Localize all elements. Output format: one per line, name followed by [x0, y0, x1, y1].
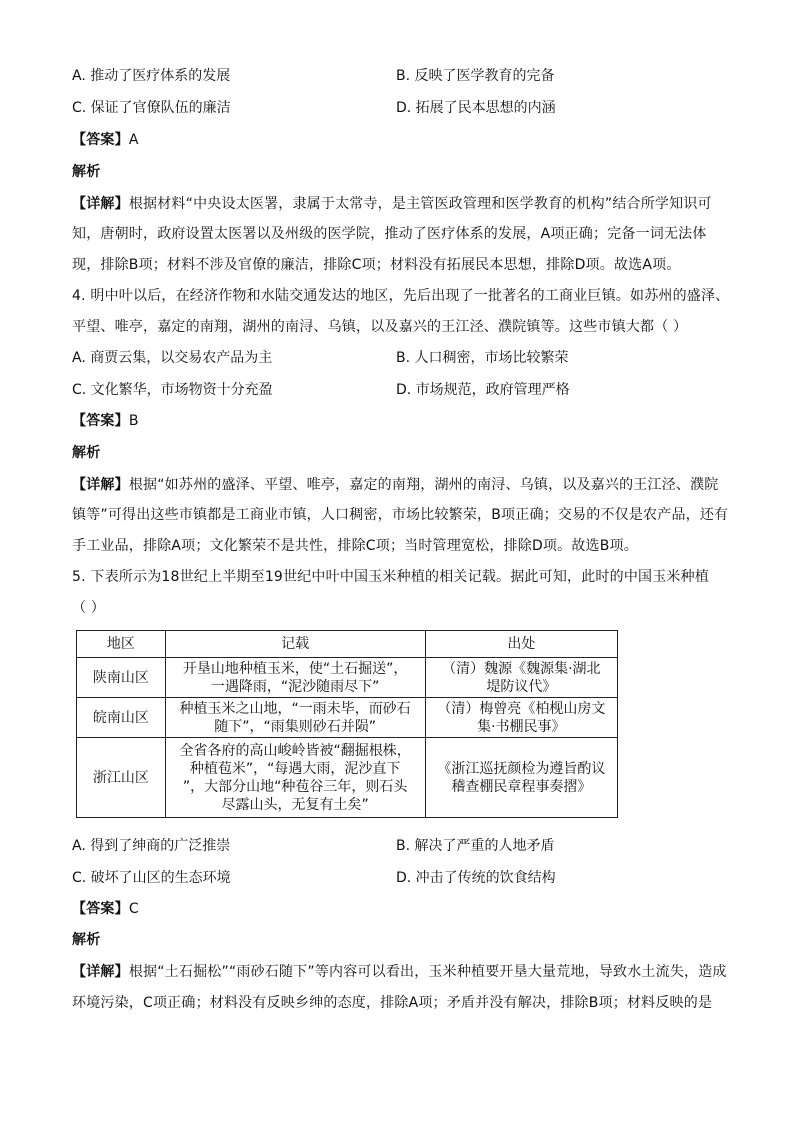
- record-line: 随下”，“雨集则砂石并陨”: [214, 718, 377, 735]
- record-line: 一遇降雨，“泥沙随雨尽下”: [210, 678, 380, 695]
- source-line: 集·书棚民事》: [477, 718, 566, 735]
- source-line: 稽查棚民章程事奏摺》: [451, 778, 592, 795]
- table-cell-region: 陕南山区: [77, 658, 166, 698]
- detail-text: 根据“土石掘松”“雨砂石随下”等内容可以看出，玉米种植要开垦大量荒地，导致水土流失，造成: [128, 964, 727, 980]
- table-cell-source: [425, 738, 617, 818]
- q4-option-c: C. 文化繁华，市场物资十分充盈: [72, 382, 273, 398]
- table-cell-region: 浙江山区: [77, 738, 166, 818]
- record-line: 开垦山地种植玉米，使“土石掘送”，: [182, 660, 408, 677]
- table-cell-region: 皖南山区: [77, 698, 166, 738]
- record-line: 种植苞米”，“每遇大雨，泥沙直下: [189, 760, 401, 777]
- answer-label: 【答案】: [72, 413, 129, 429]
- answer-label: 【答案】: [72, 132, 129, 148]
- q5-analysis-heading: 解析: [72, 932, 101, 948]
- q4-stem-line-2: 平望、唯亭，嘉定的南翔，湖州的南浔、乌镇，以及嘉兴的王江泾、濮院镇等。这些市镇大都（ ）: [72, 319, 688, 335]
- q3-detail-line-1: [72, 194, 712, 214]
- q5-option-d: D. 冲击了传统的饮食结构: [396, 870, 556, 886]
- q5-detail-line-2: 环境污染，C项正确；材料没有反映乡绅的态度，排除A项；矛盾并没有解决，排除B项；材料反映的是: [72, 995, 713, 1011]
- table-header-record: 记载: [165, 631, 425, 658]
- q3-answer: [72, 130, 139, 150]
- q5-stem-line-1: 5. 下表所示为18世纪上半期至19世纪中叶中国玉米种植的相关记载。据此可知，此时的中国玉米种植: [72, 569, 710, 585]
- table-row: [77, 698, 618, 738]
- table-cell-record: [165, 738, 425, 818]
- q4-stem-line-1: 4. 明中叶以后，在经济作物和水陆交通发达的地区，先后出现了一批著名的工商业巨镇。如苏州的盛泽、: [72, 288, 730, 304]
- q4-option-d: D. 市场规范，政府管理严格: [396, 382, 570, 398]
- q5-option-b: B. 解决了严重的人地矛盾: [396, 838, 555, 854]
- q3-option-d: D. 拓展了民本思想的内涵: [396, 100, 556, 116]
- table-cell-source: [425, 658, 617, 698]
- record-line: 尽露山头，无复有土矣”: [221, 796, 369, 813]
- q4-detail-line-1: [72, 475, 718, 495]
- source-line: 《浙江巡抚颜检为遵旨酌议: [437, 760, 606, 777]
- q3-analysis-heading: 解析: [72, 164, 101, 180]
- q4-detail-line-3: 手工业品，排除A项；文化繁荣不是共性，排除C项；当时管理宽松，排除D项。故选B项。: [72, 538, 638, 554]
- q4-detail-line-2: 镇等”可得出这些市镇都是工商业市镇，人口稠密，市场比较繁荣，B项正确；交易的不仅是农产品，还有: [72, 507, 729, 523]
- detail-label: 【详解】: [72, 196, 129, 212]
- q5-stem-line-2: （ ）: [72, 600, 106, 616]
- record-line: ”，大部分山地“种苞谷三年，则石头: [182, 778, 408, 795]
- q4-option-b: B. 人口稠密，市场比较繁荣: [396, 350, 569, 366]
- table-header-source: 出处: [425, 631, 617, 658]
- q4-analysis-heading: 解析: [72, 445, 101, 461]
- detail-text: 根据材料“中央设太医署，隶属于太常寺，是主管医政管理和医学教育的机构”结合所学知识可: [128, 196, 712, 212]
- detail-text: 根据“如苏州的盛泽、平望、唯亭，嘉定的南翔，湖州的南浔、乌镇，以及嘉兴的王江泾、濮院: [128, 477, 719, 493]
- table-cell-record: [165, 698, 425, 738]
- detail-label: 【详解】: [72, 964, 129, 980]
- q5-answer: [72, 899, 139, 919]
- q3-option-a: A. 推动了医疗体系的发展: [72, 68, 231, 84]
- q3-detail-line-2: 知，唐朝时，政府设置太医署以及州级的医学院，推动了医疗体系的发展，A项正确；完备一词无法体: [72, 226, 707, 242]
- answer-label: 【答案】: [72, 901, 129, 917]
- q4-option-a: A. 商贾云集，以交易农产品为主: [72, 350, 273, 366]
- table-header-region: 地区: [77, 631, 166, 658]
- table-cell-record: [165, 658, 425, 698]
- table-cell-source: [425, 698, 617, 738]
- q3-option-b: B. 反映了医学教育的完备: [396, 68, 555, 84]
- q3-detail-line-3: 现，排除B项；材料不涉及官僚的廉洁，排除C项；材料没有拓展民本思想，排除D项。故选A项。: [72, 257, 681, 273]
- source-line: （清）魏源《魏源集·湖北: [442, 660, 601, 677]
- record-line: 种植玉米之山地，“一雨未毕，而砂石: [179, 700, 411, 717]
- answer-value: A: [128, 132, 139, 148]
- q3-option-c: C. 保证了官僚队伍的廉洁: [72, 100, 231, 116]
- q5-detail-line-1: [72, 962, 727, 982]
- detail-label: 【详解】: [72, 477, 129, 493]
- answer-value: B: [128, 413, 139, 429]
- table-row: [77, 658, 618, 698]
- q5-option-a: A. 得到了绅商的广泛推崇: [72, 838, 231, 854]
- source-line: （清）梅曾亮《柏枧山房文: [437, 700, 606, 717]
- corn-records-table: [76, 630, 618, 818]
- q4-answer: [72, 411, 139, 431]
- source-line: 堤防议代》: [486, 678, 557, 695]
- table-row: [77, 738, 618, 818]
- record-line: 全省各府的高山峻岭皆被“翻掘根株，: [179, 742, 411, 759]
- table-header-row: [77, 631, 618, 658]
- q5-option-c: C. 破坏了山区的生态环境: [72, 870, 231, 886]
- answer-value: C: [128, 901, 139, 917]
